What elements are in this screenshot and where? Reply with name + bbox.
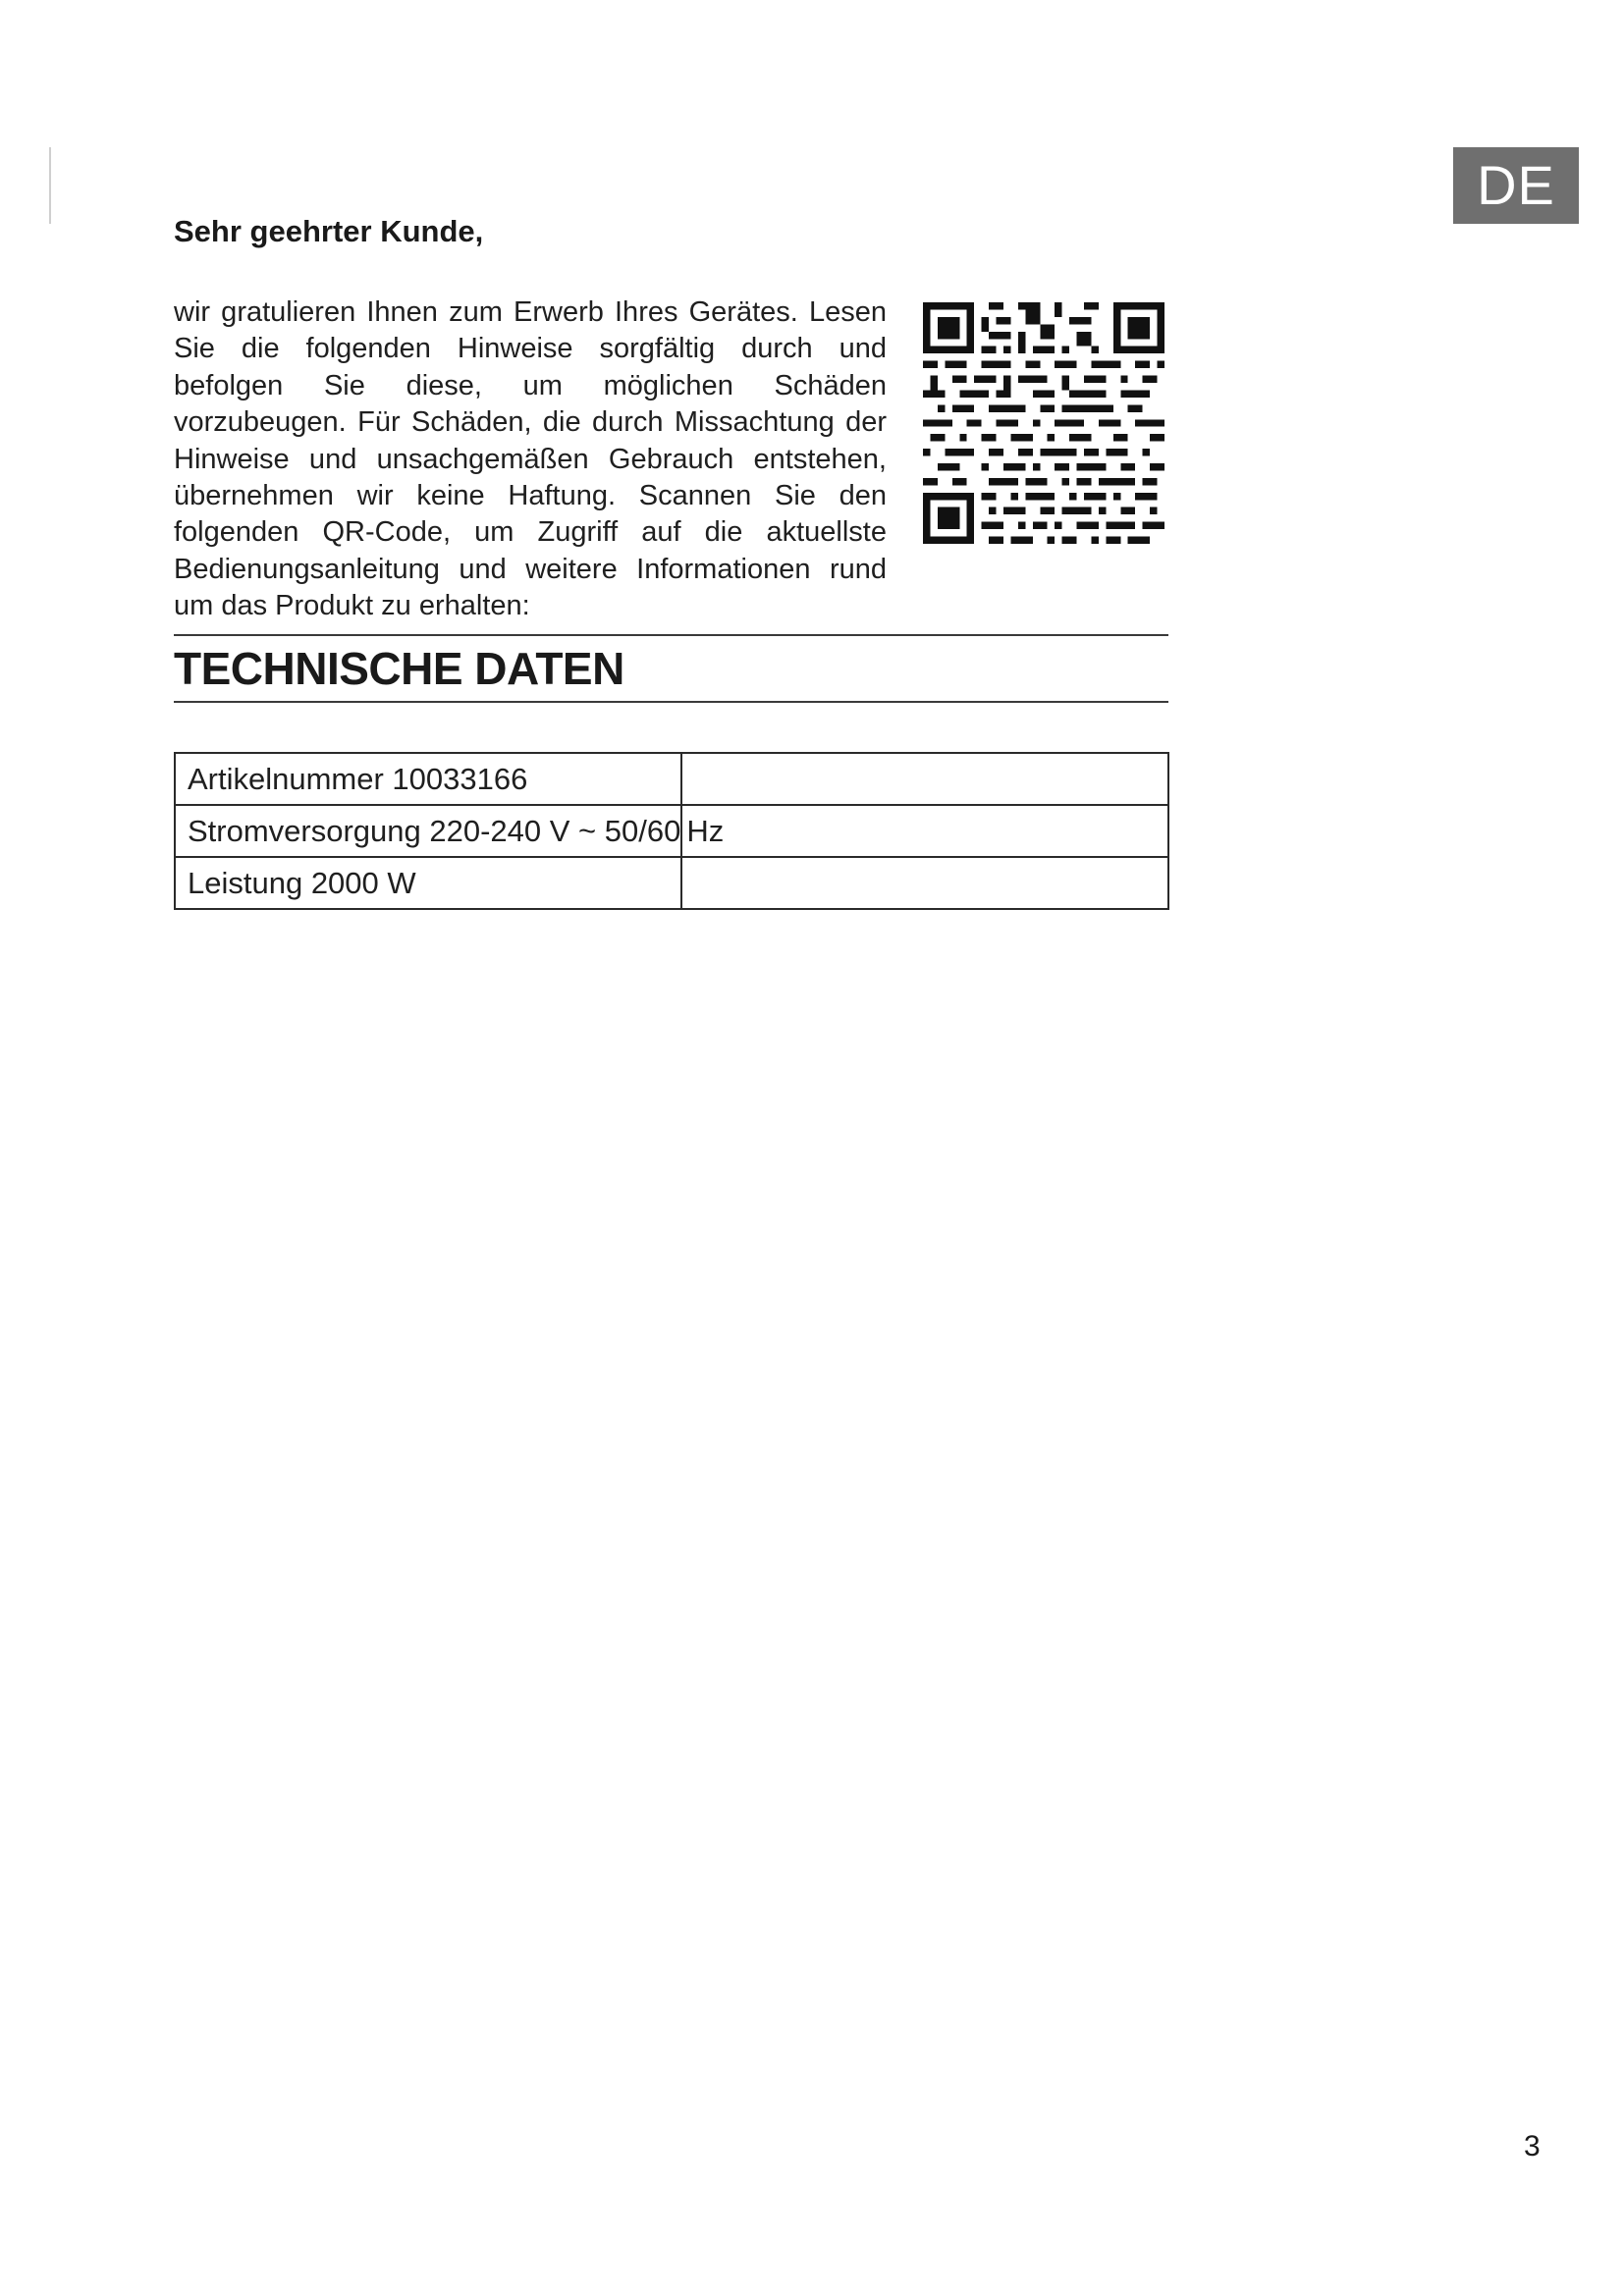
table-row bbox=[175, 857, 1168, 909]
section-title: TECHNISCHE DATEN bbox=[174, 643, 624, 694]
language-badge: DE bbox=[1453, 147, 1579, 224]
spec-value: Hz bbox=[681, 805, 1168, 857]
spec-label: Artikelnummer 10033166 bbox=[175, 753, 681, 805]
spec-table bbox=[174, 752, 1169, 910]
spec-value bbox=[681, 857, 1168, 909]
table-row bbox=[175, 805, 1168, 857]
spec-label: Leistung 2000 W bbox=[175, 857, 681, 909]
table-row bbox=[175, 753, 1168, 805]
qr-code-icon[interactable] bbox=[923, 302, 1164, 544]
section-rule-bottom bbox=[174, 701, 1168, 703]
page-number: 3 bbox=[1524, 2130, 1541, 2163]
section-rule-top bbox=[174, 634, 1168, 636]
salutation: Sehr geehrter Kunde, bbox=[174, 214, 484, 248]
margin-rule bbox=[49, 147, 51, 224]
spec-label: Stromversorgung 220-240 V ~ 50/60 bbox=[175, 805, 681, 857]
spec-value bbox=[681, 753, 1168, 805]
intro-paragraph: wir gratulieren Ihnen zum Erwerb Ihres Gerätes. Lesen Sie die folgenden Hinweise sorgfältig durch und befolgen Sie diese, um möglichen Schäden vorzubeugen. Für Schäden, die durch Missachtung der Hinweise und unsachgemäßen Gebrauch entstehen, übernehmen wir keine Haftung. Scannen Sie den folgenden QR-Code, um Zugriff auf die aktuellste Bedienungsanleitung und weitere Informationen rund um das Produkt zu erhalten: bbox=[174, 296, 887, 622]
